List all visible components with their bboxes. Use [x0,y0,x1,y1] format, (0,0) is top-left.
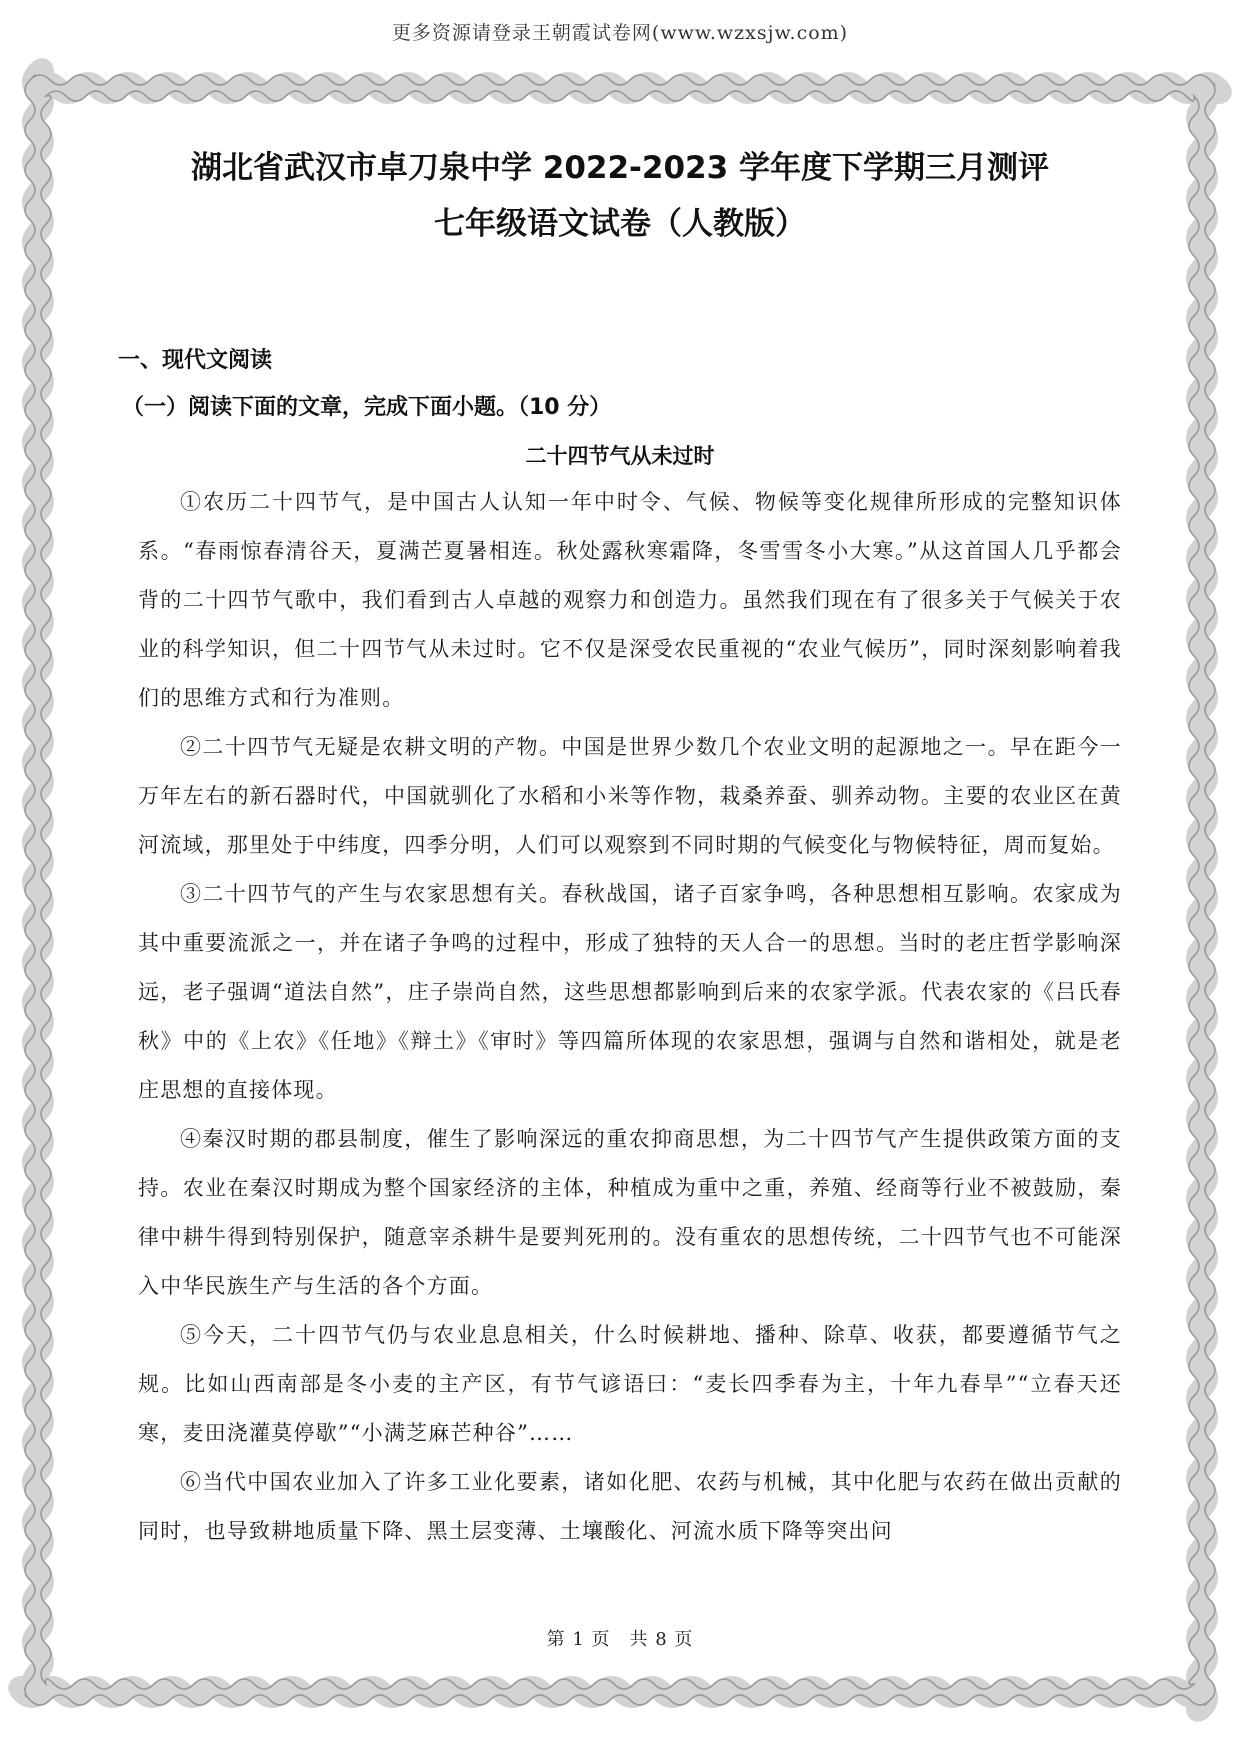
paragraph: ③二十四节气的产生与农家思想有关。春秋战国，诸子百家争鸣，各种思想相互影响。农家成为其中重要流派之一，并在诸子争鸣的过程中，形成了独特的天人合一的思想。当时的老庄哲学影响深远，老子强调“道法自然”，庄子崇尚自然，这些思想都影响到后来的农家学派。代表农家的《吕氏春秋》中的《上农》《任地》《辩土》《审时》等四篇所体现的农家思想，强调与自然和谐相处，就是老庄思想的直接体现。 [138,882,1122,1102]
article-body [138,478,1122,1556]
subsection-heading: （一）阅读下面的文章，完成下面小题。（10 分） [122,395,612,420]
page-number: 第 1 页 共 8 页 [546,1629,694,1650]
paragraph: ②二十四节气无疑是农耕文明的产物。中国是世界少数几个农业文明的起源地之一。早在距今一万年左右的新石器时代，中国就驯化了水稻和小米等作物，栽桑养蚕、驯养动物。主要的农业区在黄河流域，那里处于中纬度，四季分明，人们可以观察到不同时期的气候变化与物候特征，周而复始。 [138,735,1122,857]
paragraph: ④秦汉时期的郡县制度，催生了影响深远的重农抑商思想，为二十四节气产生提供政策方面的支持。农业在秦汉时期成为整个国家经济的主体，种植成为重中之重，养殖、经商等行业不被鼓励，秦律中耕牛得到特别保护，随意宰杀耕牛是要判死刑的。没有重农的思想传统，二十四节气也不可能深入中华民族生产与生活的各个方面。 [138,1127,1122,1298]
exam-title-line-1: 湖北省武汉市卓刀泉中学 2022-2023 学年度下学期三月测评 [190,150,1049,186]
header-note: 更多资源请登录王朝霞试卷网(www.wzxsjw.com) [391,22,849,44]
paragraph: ⑤今天，二十四节气仍与农业息息相关，什么时候耕地、播种、除草、收获，都要遵循节气之规。比如山西南部是冬小麦的主产区，有节气谚语曰：“麦长四季春为主，十年九春旱”“立春天还寒，麦田浇灌莫停歇”“小满芝麻芒种谷”…… [138,1323,1122,1445]
section-heading: 一、现代文阅读 [118,348,273,373]
page-content [118,148,1122,244]
exam-title-line-2: 七年级语文试卷（人教版） [434,206,806,242]
article-title: 二十四节气从未过时 [525,444,715,468]
paragraph: ①农历二十四节气，是中国古人认知一年中时令、气候、物候等变化规律所形成的完整知识体系。“春雨惊春清谷天，夏满芒夏暑相连。秋处露秋寒霜降，冬雪雪冬小大寒。”从这首国人几乎都会背的二十四节气歌中，我们看到古人卓越的观察力和创造力。虽然我们现在有了很多关于气候关于农业的科学知识，但二十四节气从未过时。它不仅是深受农民重视的“农业气候历”，同时深刻影响着我们的思维方式和行为准则。 [138,490,1122,710]
paragraph: ⑥当代中国农业加入了许多工业化要素，诸如化肥、农药与机械，其中化肥与农药在做出贡献的同时，也导致耕地质量下降、黑土层变薄、土壤酸化、河流水质下降等突出问 [138,1470,1122,1543]
